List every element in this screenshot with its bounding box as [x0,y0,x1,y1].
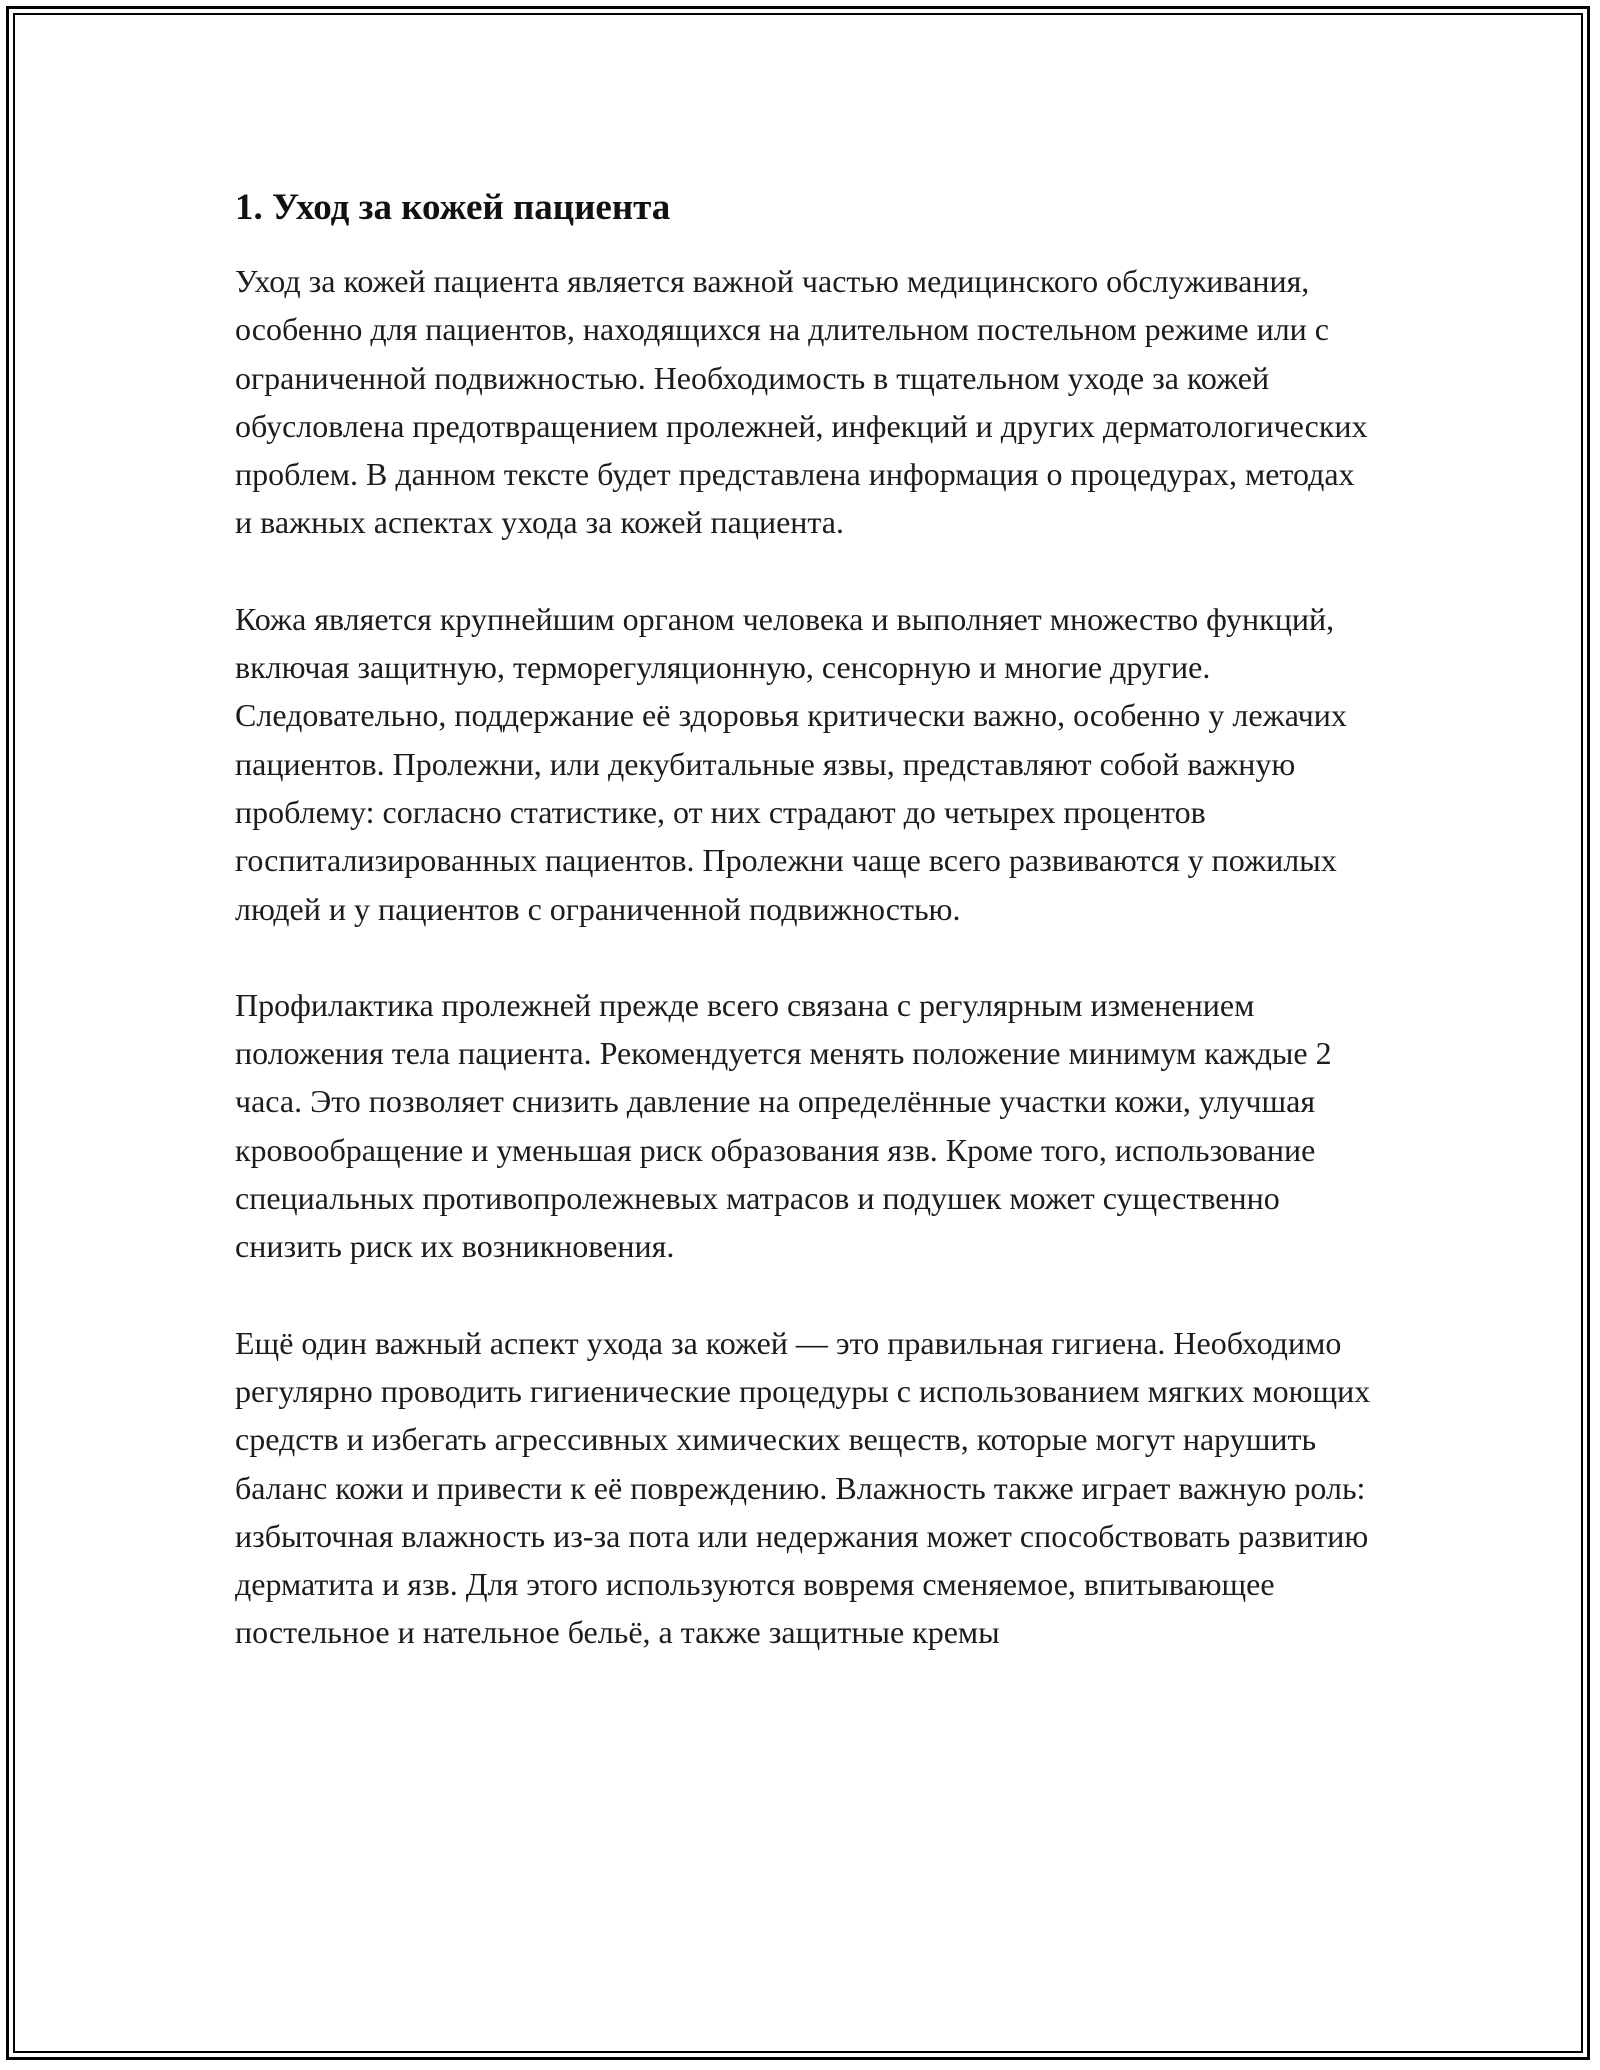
section-heading: 1. Уход за кожей пациента [235,187,671,228]
document-body [235,185,1375,1705]
paragraph-hygiene: Ещё один важный аспект ухода за кожей — это правильная гигиена. Необходимо регулярно проводить гигиенические процедуры с использованием мягких моющих средств и избегать агрессивных химических веществ, которые могут нарушить баланс кожи и привести к её повреждению. Влажность также играет важную роль: избыточная влажность из-за пота или недержания может способствовать развитию дерматита и язв. Для этого используются вовремя сменяемое, впитывающее постельное и нательное бельё, а также защитные кремы [235,1324,1371,1651]
paragraph-prevention: Профилактика пролежней прежде всего связана с регулярным изменением положения тела пациента. Рекомендуется менять положение минимум каждые 2 часа. Это позволяет снизить давление на определённые участки кожи, улучшая кровообращение и уменьшая риск образования язв. Кроме того, использование специальных противопролежневых матрасов и подушек может существенно снизить риск их возникновения. [235,986,1332,1265]
paragraph-skin-organ: Кожа является крупнейшим органом человека и выполняет множество функций, включая защитную, терморегуляционную, сенсорную и многие другие. Следовательно, поддержание её здоровья критически важно, особенно у лежачих пациентов. Пролежни, или декубитальные язвы, представляют собой важную проблему: согласно статистике, от них страдают до четырех процентов госпитализированных пациентов. Пролежни чаще всего развиваются у пожилых людей и у пациентов с ограниченной подвижностью. [235,600,1347,927]
paragraph-intro: Уход за кожей пациента является важной частью медицинского обслуживания, особенно для пациентов, находящихся на длительном постельном режиме или с ограниченной подвижностью. Необходимость в тщательном уходе за кожей обусловлена предотвращением пролежней, инфекций и других дерматологических проблем. В данном тексте будет представлена информация о процедурах, методах и важных аспектах ухода за кожей пациента. [235,263,1368,541]
